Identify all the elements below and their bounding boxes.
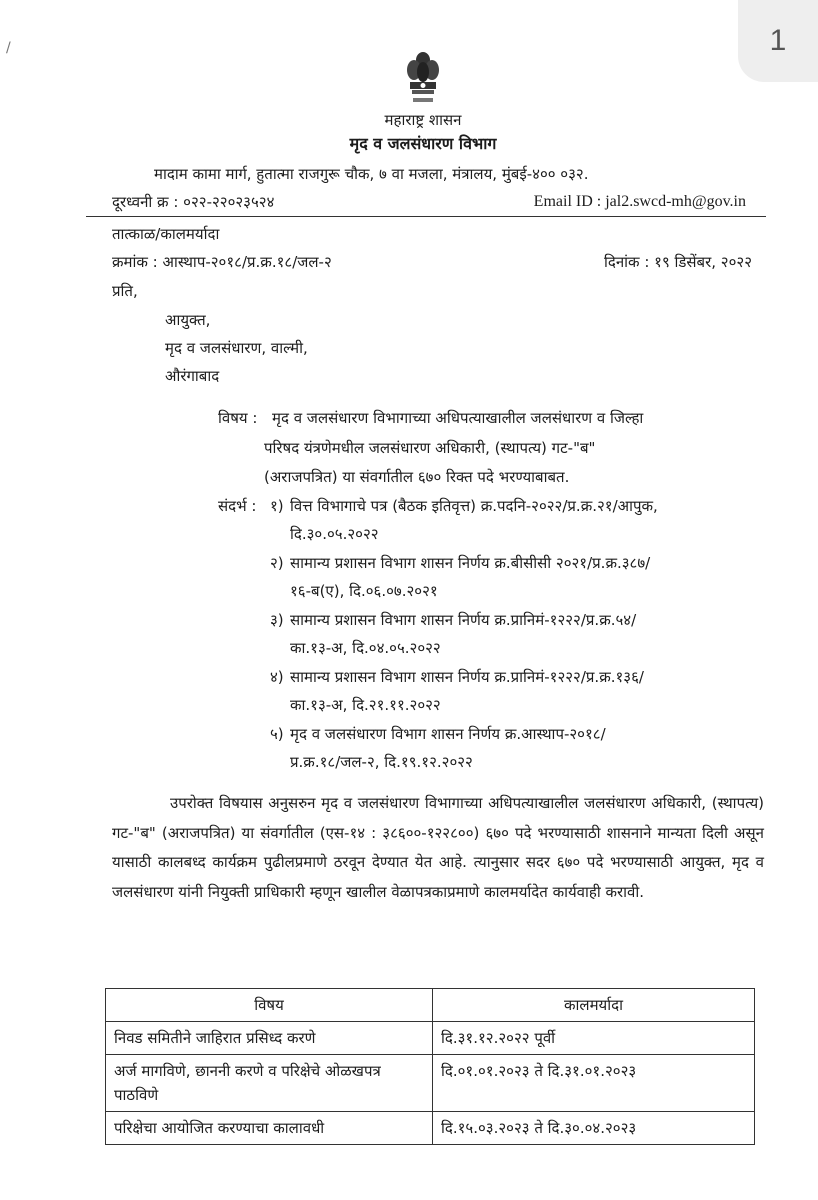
government-name: महाराष्ट्र शासन <box>384 111 462 129</box>
reference-line: मृद व जलसंधारण विभाग शासन निर्णय क्र.आस्थाप-२०१८/ <box>290 725 606 743</box>
subject-line: परिषद यंत्रणेमधील जलसंधारण अधिकारी, (स्थापत्य) गट-"ब" <box>264 439 596 457</box>
state-emblem-icon <box>405 50 441 110</box>
subject-line: (अराजपत्रित) या संवर्गातील ६७० रिक्त पदे भरण्याबाबत. <box>264 468 570 486</box>
reference-line: प्र.क्र.१८/जल-२, दि.१९.१२.२०२२ <box>290 753 473 771</box>
reference-line: सामान्य प्रशासन विभाग शासन निर्णय क्र.प्रानिमं-१२२२/प्र.क्र.१३६/ <box>290 668 644 686</box>
table-cell: परिक्षेचा आयोजित करण्याचा कालावधी <box>106 1112 433 1145</box>
reference-num: ३) <box>270 611 284 629</box>
table-cell: दि.०१.०१.२०२३ ते दि.३१.०१.२०२३ <box>433 1055 755 1112</box>
reference-num: ५) <box>270 725 284 743</box>
table-row <box>106 1055 755 1112</box>
header-divider <box>86 216 766 217</box>
page-number: 1 <box>738 0 818 82</box>
body-text: उपरोक्त विषयास अनुसरुन मृद व जलसंधारण विभागाच्या अधिपत्याखालील जलसंधारण अधिकारी, (स्थापत्य) गट-"ब" (अराजपत्रित) या संवर्गातील (एस-१४ : ३८६००-१२२८००) ६७० पदे भरण्यासाठी शासनाने मान्यता दिली असून यासाठी कालबध्द कार्यक्रम पुढीलप्रमाणे ठरवून देण्यात येत आहे. त्यानुसार सदर ६७० पदे भरण्यासाठी आयुक्त, मृद व जलसंधारण यांनी नियुक्ती प्राधिकारी म्हणून खालील वेळापत्रकाप्रमाणे कालमर्यादेत कार्यवाही करावी. <box>112 794 764 901</box>
column-header: कालमर्यादा <box>433 989 755 1022</box>
table-header-row <box>106 989 755 1022</box>
reference-num: १) <box>270 497 284 515</box>
table-cell: दि.३१.१२.२०२२ पूर्वी <box>433 1022 755 1055</box>
table-row <box>106 1022 755 1055</box>
subject-line: मृद व जलसंधारण विभागाच्या अधिपत्याखालील जलसंधारण व जिल्हा <box>272 409 644 427</box>
recipient-prati: प्रति, <box>112 282 138 300</box>
recipient-line: औरंगाबाद <box>165 367 220 385</box>
body-paragraph <box>112 789 764 907</box>
recipient-line: मृद व जलसंधारण, वाल्मी, <box>165 339 308 357</box>
reference-line: १६-ब(ए), दि.०६.०७.२०२१ <box>290 582 438 600</box>
department-name: मृद व जलसंधारण विभाग <box>349 134 497 153</box>
table-cell: दि.१५.०३.२०२३ ते दि.३०.०४.२०२३ <box>433 1112 755 1145</box>
email: Email ID : jal2.swcd-mh@gov.in <box>533 193 746 210</box>
reference-line: का.१३-अ, दि.२१.११.२०२२ <box>290 696 441 714</box>
reference-num: ४) <box>270 668 284 686</box>
schedule-table <box>105 988 755 1145</box>
phone: दूरध्वनी क्र : ०२२-२२०२३५२४ <box>112 193 275 211</box>
references-label: संदर्भ : <box>218 497 257 515</box>
recipient-line: आयुक्त, <box>165 311 211 329</box>
address: मादाम कामा मार्ग, हुतात्मा राजगुरू चौक, ७ वा मजला, मंत्रालय, मुंबई-४०० ०३२. <box>154 165 589 183</box>
table-row <box>106 1112 755 1145</box>
margin-mark: / <box>6 40 11 56</box>
reference-line: दि.३०.०५.२०२२ <box>290 525 379 543</box>
reference-line: का.१३-अ, दि.०४.०५.२०२२ <box>290 639 441 657</box>
reference-num: २) <box>270 554 284 572</box>
reference-line: सामान्य प्रशासन विभाग शासन निर्णय क्र.बीसीसी २०२१/प्र.क्र.३८७/ <box>290 554 651 572</box>
reference-number: क्रमांक : आस्थाप-२०१८/प्र.क्र.१८/जल-२ <box>112 253 332 271</box>
reference-line: सामान्य प्रशासन विभाग शासन निर्णय क्र.प्रानिमं-१२२२/प्र.क्र.५४/ <box>290 611 637 629</box>
urgency-note: तात्काळ/कालमर्यादा <box>112 225 220 243</box>
reference-line: वित्त विभागाचे पत्र (बैठक इतिवृत्त) क्र.पदनि-२०२२/प्र.क्र.२१/आपुक, <box>290 497 658 515</box>
table-cell: अर्ज मागविणे, छाननी करणे व परिक्षेचे ओळखपत्र पाठविणे <box>106 1055 433 1112</box>
subject-label: विषय : <box>218 409 258 427</box>
letter-date: दिनांक : १९ डिसेंबर, २०२२ <box>603 253 752 271</box>
column-header: विषय <box>106 989 433 1022</box>
table-cell: निवड समितीने जाहिरात प्रसिध्द करणे <box>106 1022 433 1055</box>
